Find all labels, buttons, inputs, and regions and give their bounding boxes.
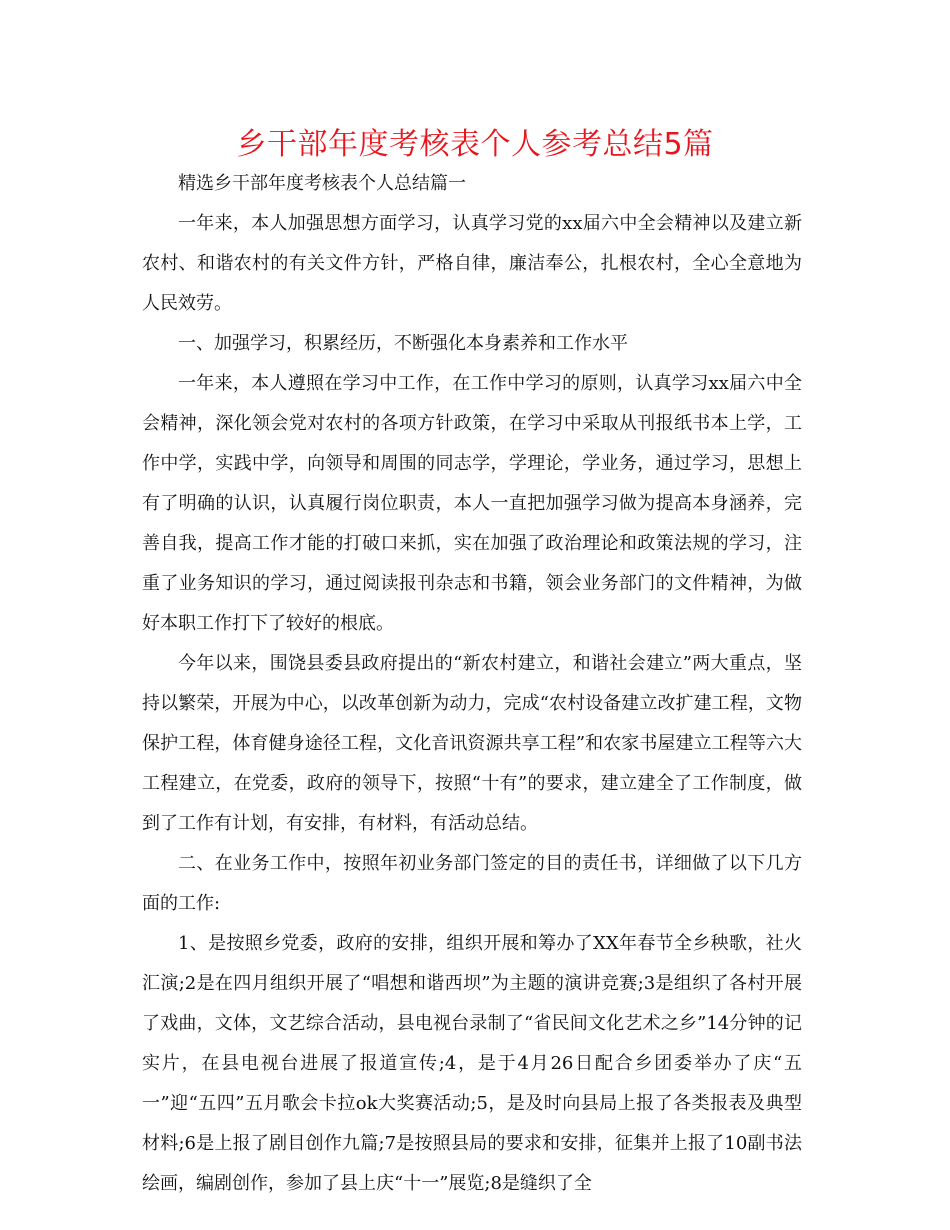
body-paragraph: 一年来，本人遵照在学习中工作，在工作中学习的原则，认真学习xx届六中全会精神，深化领会党对农村的各项方针政策，在学习中采取从刊报纸书本上学，工作中学，实践中学，向领导和周围的同志学，学理论，学业务，通过学习，思想上有了明确的认识，认真履行岗位职责，本人一直把加强学习做为提高本身涵养，完善自我，提高工作才能的打破口来抓，实在加强了政治理论和政策法规的学习，注重了业务知识的学习，通过阅读报刊杂志和书籍，领会业务部门的文件精神，为做好本职工作打下了较好的根底。 <box>142 373 802 634</box>
body-paragraph: 1、是按照乡党委，政府的安排，组织开展和筹办了XX年春节全乡秧歌，社火汇演;2是在四月组织开展了“唱想和谐西坝”为主题的演讲竞赛;3是组织了各村开展了戏曲，文体，文艺综合活动，县电视台录制了“省民间文化艺术之乡”14分钟的记实片，在县电视台进展了报道宣传;4，是于4月26日配合乡团委举办了庆“五一”迎“五四”五月歌会卡拉ok大奖赛活动;5，是及时向县局上报了各类报表及典型材料;6是上报了剧目创作九篇;7是按照县局的要求和安排，征集并上报了10副书法绘画，编剧创作，参加了县上庆“十一”展览;8是缝织了全 <box>142 933 802 1194</box>
document-body <box>142 164 802 1204</box>
body-paragraph: 今年以来，围饶县委县政府提出的“新农村建立，和谐社会建立”两大重点，坚持以繁荣，开展为中心，以改革创新为动力，完成“农村设备建立改扩建工程，文物保护工程，体育健身途径工程，文化音讯资源共享工程”和农家书屋建立工程等六大工程建立，在党委，政府的领导下，按照“十有”的要求，建立建全了工作制度，做到了工作有计划，有安排，有材料，有活动总结。 <box>142 653 802 834</box>
section-heading: 精选乡干部年度考核表个人总结篇一 <box>178 173 466 194</box>
body-paragraph: 一年来，本人加强思想方面学习，认真学习党的xx届六中全会精神以及建立新农村、和谐农村的有关文件方针，严格自律，廉洁奉公，扎根农村，全心全意地为人民效劳。 <box>142 213 802 314</box>
section-heading: 一、加强学习，积累经历，不断强化本身素养和工作水平 <box>178 333 628 354</box>
section-heading: 二、在业务工作中，按照年初业务部门签定的目的责任书，详细做了以下几方面的工作: <box>142 853 802 914</box>
document-title: 乡干部年度考核表个人参考总结5篇 <box>236 127 714 162</box>
